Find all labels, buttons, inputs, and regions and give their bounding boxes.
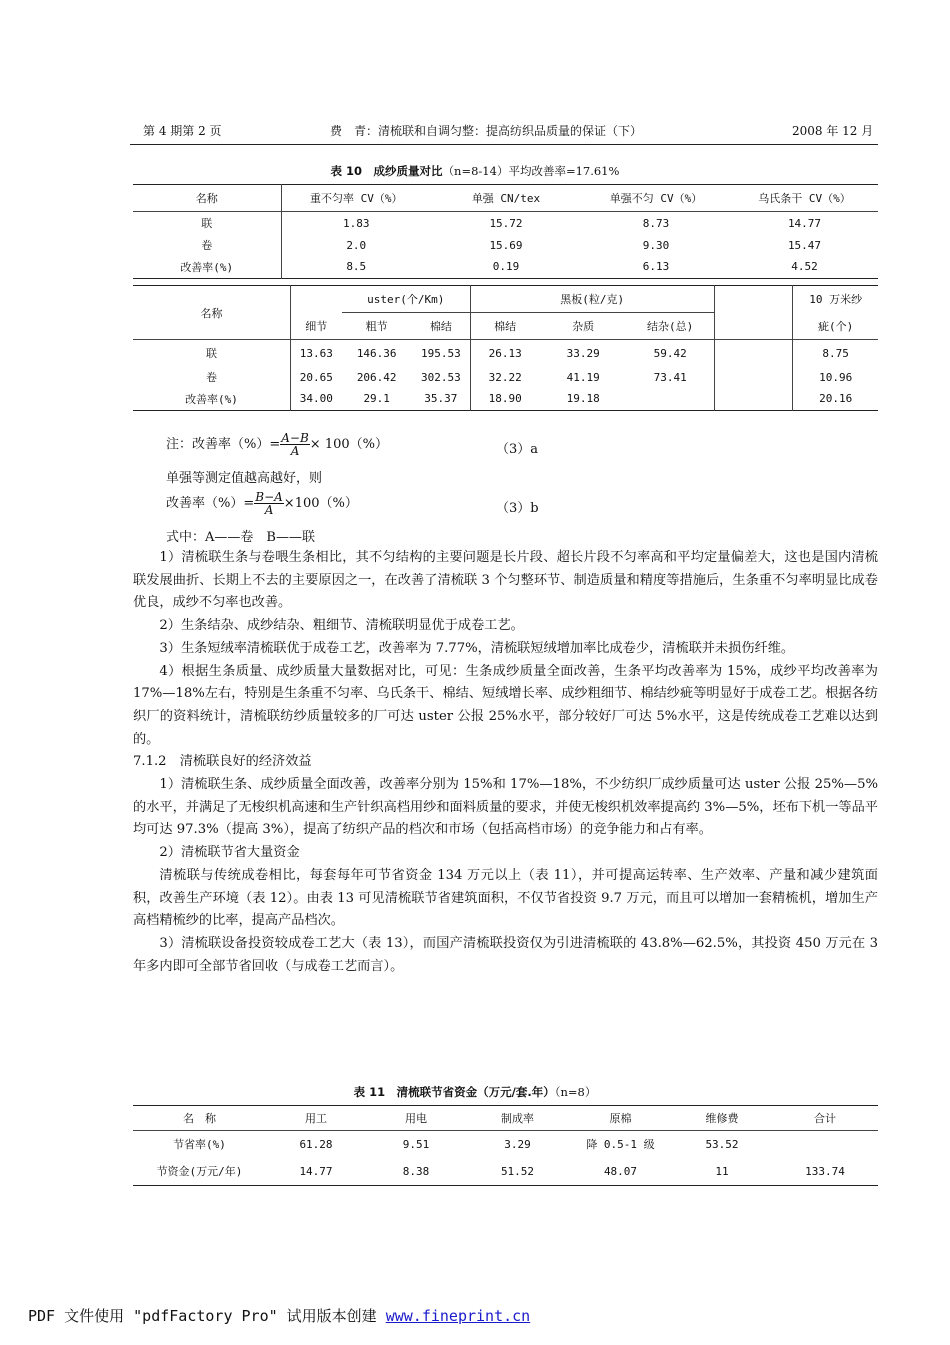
table-cell: 13.63 bbox=[299, 346, 333, 360]
table-header-cell: 名称 bbox=[133, 185, 281, 212]
formula-3b-tag: （3）b bbox=[496, 501, 539, 516]
table-cell: 2.0 bbox=[346, 238, 367, 252]
table-cell: 195.53 bbox=[412, 340, 471, 367]
table-cell: 29.1 bbox=[363, 392, 390, 406]
table-header-cell: 名称 bbox=[133, 286, 291, 340]
table-cell: 59.42 bbox=[653, 346, 687, 360]
table11 bbox=[133, 1105, 878, 1186]
formula-legend: 式中：A——卷 B——联 bbox=[166, 530, 315, 545]
table-header-cell: 用工 bbox=[305, 1112, 327, 1125]
table10-caption-detail: （n=8-14）平均改善率=17.61% bbox=[442, 164, 620, 178]
table-cell: 20.16 bbox=[819, 392, 853, 406]
table-cell: 联 bbox=[133, 212, 281, 235]
table-cell: 11 bbox=[715, 1164, 729, 1178]
table-header-cell: 制成率 bbox=[501, 1112, 534, 1125]
table-cell: 32.22 bbox=[488, 370, 522, 384]
formula-3a-prefix: 注：改善率（%）= bbox=[166, 437, 281, 452]
table-cell: 0.19 bbox=[492, 260, 520, 274]
table-cell bbox=[627, 388, 714, 411]
table-row bbox=[133, 1158, 878, 1186]
table-header-cell: 棉结 bbox=[412, 313, 471, 340]
table-header-cell: 细节 bbox=[305, 319, 328, 333]
uster-group-header: uster(个/Km) bbox=[342, 286, 471, 313]
formula-3b-fraction bbox=[254, 491, 284, 516]
table-cell: 8.73 bbox=[642, 216, 670, 230]
table10-part1 bbox=[133, 184, 878, 279]
formula-3b bbox=[166, 491, 358, 516]
table-cell: 8.75 bbox=[822, 346, 849, 360]
header-left: 第 4 期第 2 页 bbox=[143, 124, 222, 138]
table-cell: 73.41 bbox=[653, 370, 687, 384]
table-cell: 14.77 bbox=[787, 216, 822, 230]
table-row bbox=[133, 340, 878, 367]
table-header-cell: 重不匀率 CV（%） bbox=[310, 192, 403, 205]
formula-3a-suffix: × 100（%） bbox=[309, 437, 388, 452]
table11-caption-detail: （n=8） bbox=[554, 1085, 597, 1099]
formula-3b-denominator: A bbox=[264, 503, 274, 517]
table-header-row bbox=[133, 286, 878, 313]
table-header-cell: 杂质 bbox=[572, 320, 595, 333]
table-cell: 改善率(%) bbox=[133, 256, 281, 279]
header-right: 2008 年 12 月 bbox=[792, 124, 874, 138]
table-header-row bbox=[133, 185, 878, 212]
table-cell: 35.37 bbox=[412, 388, 471, 411]
table-cell: 26.13 bbox=[488, 346, 522, 360]
table-cell: 146.36 bbox=[356, 346, 397, 360]
table-row bbox=[133, 235, 878, 256]
formula-3b-suffix: ×100（%） bbox=[283, 496, 358, 511]
table-cell: 41.19 bbox=[566, 370, 600, 384]
table-cell: 卷 bbox=[133, 235, 281, 256]
paragraph: 3）生条短绒率清梳联优于成卷工艺，改善率为 7.77%，清梳联短绒增加率比成卷少，清梳联并未损伤纤维。 bbox=[159, 640, 795, 656]
table-cell: 53.52 bbox=[705, 1137, 739, 1151]
table-row bbox=[133, 256, 878, 279]
paragraph: 清梳联与传统成卷相比，每套每年可节省资金 134 万元以上（表 11），并可提高运转率、生产效率、产量和减少建筑面积，改善生产环境（表 12）。由表 13 可见清梳联节省建筑面积，不仅节省投资 9.7 万元，而且可以增加一套精梳机，增加生产高档精梳纱的比率，提高产品档次。 bbox=[133, 867, 878, 929]
table-cell: 6.13 bbox=[642, 260, 670, 274]
note-line: 单强等测定值越高越好，则 bbox=[166, 471, 323, 486]
formula-3b-prefix: 改善率（%）= bbox=[166, 496, 255, 511]
table11-caption bbox=[0, 1084, 950, 1100]
table-header-cell: 单强 CN/tex bbox=[471, 192, 541, 205]
table-cell: 9.30 bbox=[642, 238, 670, 252]
table-cell: 18.90 bbox=[488, 392, 522, 406]
table-cell: 15.47 bbox=[787, 238, 822, 252]
table-row bbox=[133, 1131, 878, 1158]
table-cell: 改善率(%) bbox=[133, 388, 291, 411]
table-cell: 14.77 bbox=[299, 1164, 333, 1178]
table-cell: 34.00 bbox=[299, 392, 333, 406]
table-row bbox=[133, 212, 878, 235]
table-cell: 33.29 bbox=[566, 346, 600, 360]
table-cell: 48.07 bbox=[603, 1164, 638, 1178]
table-header-cell: 粗节 bbox=[365, 320, 388, 333]
paragraph: 2）生条结杂、成纱结杂、粗细节、清梳联明显优于成卷工艺。 bbox=[159, 618, 524, 634]
table-cell: 8.5 bbox=[346, 260, 367, 274]
table10-part2 bbox=[133, 285, 878, 411]
table-row bbox=[133, 388, 878, 411]
table-header-cell: 用电 bbox=[405, 1112, 427, 1125]
table10-caption-title: 表 10 成纱质量对比 bbox=[330, 164, 443, 178]
table-cell: 1.83 bbox=[343, 216, 370, 230]
table-header-cell: 棉结 bbox=[494, 320, 517, 333]
table-cell: 10.96 bbox=[819, 370, 853, 384]
table11-caption-title: 表 11 清梳联节省资金（万元/套.年） bbox=[353, 1085, 555, 1099]
formula-3a-denominator: A bbox=[290, 444, 300, 458]
table-cell bbox=[772, 1131, 878, 1158]
table-cell: 61.28 bbox=[299, 1137, 333, 1151]
table-cell: 51.52 bbox=[500, 1164, 535, 1178]
section-heading: 7.1.2 清梳联良好的经济效益 bbox=[133, 754, 312, 770]
table-header-cell: 单强不匀 CV（%） bbox=[609, 192, 703, 205]
formula-3a-tag: （3）a bbox=[496, 442, 539, 457]
defect-group-header: 10 万米纱 bbox=[809, 293, 863, 307]
table-cell: 节资金(万元/年) bbox=[156, 1165, 243, 1179]
table-header-cell: 结杂(总) bbox=[647, 320, 694, 333]
table-cell: 206.42 bbox=[356, 370, 397, 384]
footer-text: PDF 文件使用 "pdfFactory Pro" 试用版本创建 bbox=[28, 1307, 386, 1325]
pdf-footer bbox=[28, 1305, 530, 1326]
table-header-cell: 维修费 bbox=[705, 1112, 739, 1125]
formula-3a bbox=[166, 432, 388, 457]
paragraph: 4）根据生条质量、成纱质量大量数据对比，可见：生条成纱质量全面改善，生条平均改善率为 15%，成纱平均改善率为 17%—18%左右，特别是生条重不匀率、乌氏条干、棉结、短绒增长率、成纱粗细节、棉结纱疵等明显好于成卷工艺。根据各纺织厂的资料统计，清梳联纺纱质量较多的厂可达 uster 公报 25%水平，部分较好厂可达 5%水平，这是传统成卷工艺难以达到的。 bbox=[133, 663, 878, 747]
table-header-cell: 名 称 bbox=[183, 1112, 216, 1125]
table-header-cell: 合计 bbox=[814, 1112, 836, 1125]
body-text bbox=[133, 547, 878, 978]
table-cell: 302.53 bbox=[412, 367, 471, 388]
paragraph: 1）清梳联生条、成纱质量全面改善，改善率分别为 15%和 17%—18%，不少纺织厂成纱质量可达 uster 公报 25%—5%的水平，并满足了无梭织机高速和生产针织高档用纱和面料质量的要求，并使无梭织机效率提高约 3%—5%，坯布下机一等品平均可达 97.3%（提高 3%），提高了纺织产品的档次和市场（包括高档市场）的竞争能力和占有率。 bbox=[133, 777, 878, 838]
formula-3a-fraction bbox=[280, 432, 310, 457]
table-header-cell: 原棉 bbox=[609, 1112, 632, 1125]
footer-link[interactable]: www.fineprint.cn bbox=[385, 1307, 531, 1325]
table-header-row bbox=[133, 1106, 878, 1131]
paragraph: 1）清梳联生条与卷喂生条相比，其不匀结构的主要问题是长片段、超长片段不匀率高和平均定量偏差大，这也是国内清梳联发展曲折、长期上不去的主要原因之一，在改善了清梳联 3 个匀整环节、制造质量和精度等措施后，生条重不匀率明显比成卷优良，成纱不匀率也改善。 bbox=[133, 550, 878, 611]
table-cell: 联 bbox=[133, 340, 291, 367]
table-row bbox=[133, 367, 878, 388]
paragraph: 3）清梳联设备投资较成卷工艺大（表 13），而国产清梳联投资仅为引进清梳联的 43.8%—62.5%，其投资 450 万元在 3 年多内即可全部节省回收（与成卷工艺而言）。 bbox=[133, 935, 878, 974]
table-cell: 节省率(%) bbox=[173, 1138, 226, 1152]
table10-caption bbox=[0, 163, 950, 179]
table-cell: 9.51 bbox=[402, 1137, 430, 1151]
paragraph: 2）清梳联节省大量资金 bbox=[159, 845, 300, 861]
table-cell: 19.18 bbox=[566, 392, 600, 406]
board-group-header: 黑板(粒/克) bbox=[470, 286, 714, 313]
header-center: 费 青：清梳联和自调匀整：提高纺织品质量的保证（下） bbox=[330, 124, 643, 138]
formula-3b-numerator: B−A bbox=[255, 490, 283, 504]
table-cell: 4.52 bbox=[791, 260, 818, 274]
defect-group-header-line2: 疵(个) bbox=[818, 319, 854, 333]
table-cell: 15.72 bbox=[489, 216, 523, 230]
table-cell: 降 0.5-1 级 bbox=[586, 1138, 655, 1152]
table-header-cell: 乌氏条干 CV（%） bbox=[758, 192, 851, 205]
table-cell: 卷 bbox=[133, 367, 291, 388]
table-cell: 15.69 bbox=[489, 238, 523, 252]
table-cell: 3.29 bbox=[504, 1137, 531, 1151]
table-cell: 20.65 bbox=[299, 370, 333, 384]
table-cell: 133.74 bbox=[805, 1164, 845, 1178]
table-cell: 8.38 bbox=[402, 1164, 430, 1178]
header-rule bbox=[130, 144, 878, 145]
formula-3a-numerator: A−B bbox=[281, 431, 309, 445]
